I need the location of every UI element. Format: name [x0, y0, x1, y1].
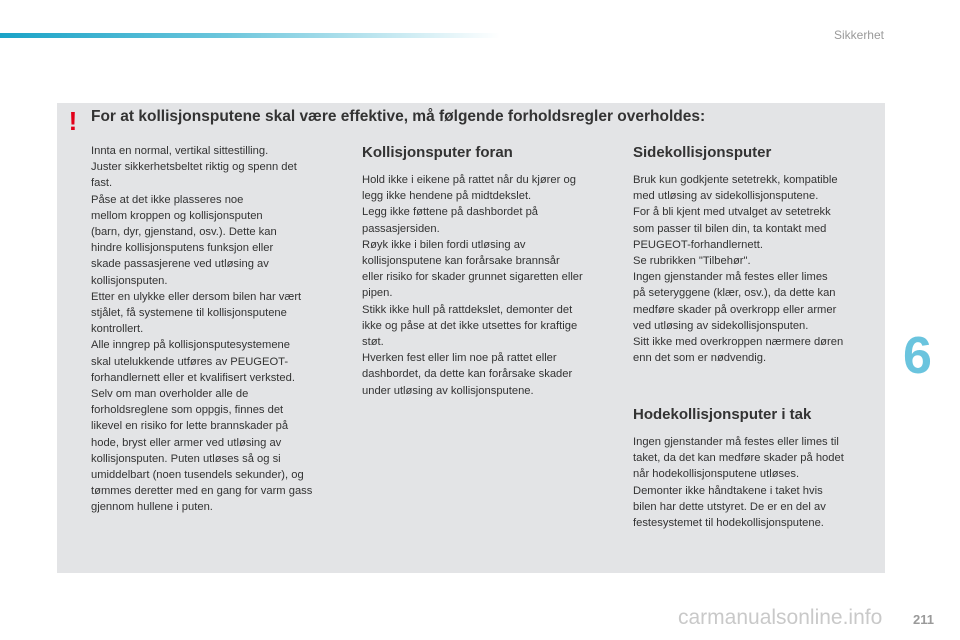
chapter-number: 6 — [903, 327, 932, 385]
text-line: mellom kroppen og kollisjonsputen — [91, 209, 263, 222]
text-line: Selv om man overholder alle de — [91, 388, 249, 401]
text-line: passasjersiden. — [362, 222, 440, 235]
text-line: stjålet, få systemene til kollisjonsputene — [91, 307, 287, 320]
text-line: enn det som er nødvendig. — [633, 352, 767, 365]
text-line: Innta en normal, vertikal sittestilling. — [91, 145, 269, 157]
text-line: under utløsing av kollisjonsputene. — [362, 384, 534, 397]
text-line: umiddelbart (noen tusendels sekunder), og — [91, 469, 304, 482]
curtain-airbags-title: Hodekollisjonsputer i tak — [633, 406, 812, 423]
text-line: kollisjonsputen. — [91, 274, 168, 287]
top-accent-bar — [0, 33, 500, 38]
general-precautions-column — [91, 143, 346, 516]
text-line: gjennom hullene i puten. — [91, 501, 213, 514]
front-airbags-column — [362, 143, 612, 399]
text-line: Sitt ikke med overkroppen nærmere døren — [633, 336, 844, 349]
text-line: (barn, dyr, gjenstand, osv.). Dette kan — [91, 226, 277, 239]
text-line: pipen. — [362, 287, 393, 300]
warning-heading: For at kollisjonsputene skal være effektive, må følgende forholdsregler overholdes: — [91, 108, 706, 125]
text-line: Hold ikke i eikene på rattet når du kjører og — [362, 174, 576, 186]
text-line: Hverken fest eller lim noe på rattet eller — [362, 352, 557, 365]
side-airbags-column — [633, 143, 873, 366]
text-line: forholdsreglene som oppgis, finnes det — [91, 404, 284, 417]
text-line: Etter en ulykke eller dersom bilen har vært — [91, 290, 302, 303]
text-line: Demonter ikke håndtakene i taket hvis — [633, 484, 823, 497]
text-line: bilen har dette utstyret. De er en del av — [633, 500, 826, 513]
text-line: ved utløsing av sidekollisjonsputen. — [633, 319, 809, 332]
text-line: kontrollert. — [91, 323, 144, 336]
text-line: kollisjonsputene kan forårsake brannsår — [362, 255, 560, 268]
watermark: carmanualsonline.info — [678, 606, 883, 629]
exclamation-icon: ! — [68, 106, 78, 136]
text-line: Se rubrikken "Tilbehør". — [633, 255, 751, 268]
text-line: skal utelukkende utføres av PEUGEOT- — [91, 355, 289, 368]
text-line: når hodekollisjonsputene utløses. — [633, 468, 800, 481]
text-line: som passer til bilen din, ta kontakt med — [633, 222, 827, 235]
text-line: festesystemet til hodekollisjonsputene. — [633, 517, 824, 530]
text-line: Legg ikke føttene på dashbordet på — [362, 206, 539, 219]
front-airbags-title: Kollisjonsputer foran — [362, 144, 513, 161]
side-airbags-title: Sidekollisjonsputer — [633, 144, 772, 161]
text-line: forhandlernett eller et kvalifisert verksted. — [91, 371, 295, 384]
text-line: legg ikke hendene på midtdekslet. — [362, 190, 532, 203]
text-line: likevel en risiko for lette brannskader på — [91, 420, 289, 433]
text-line: PEUGEOT-forhandlernett. — [633, 238, 763, 251]
section-title: Sikkerhet — [833, 28, 884, 42]
text-line: Ingen gjenstander må festes eller limes — [633, 271, 828, 284]
text-line: skade passasjerene ved utløsing av — [91, 258, 269, 271]
text-line: fast. — [91, 177, 113, 190]
text-line: Påse at det ikke plasseres noe — [91, 193, 244, 206]
text-line: medføre skader på overkropp eller armer — [633, 303, 837, 316]
text-line: Røyk ikke i bilen fordi utløsing av — [362, 238, 526, 251]
text-line: støt. — [362, 336, 384, 349]
text-line: tømmes deretter med en gang for varm gass — [91, 485, 313, 498]
text-line: ikke og påse at det ikke utsettes for kraftige — [362, 319, 578, 332]
text-line: taket, da det kan medføre skader på hodet — [633, 452, 844, 465]
text-line: eller risiko for skader grunnet sigaretten eller — [362, 271, 583, 284]
text-line: Juster sikkerhetsbeltet riktig og spenn det — [91, 161, 297, 174]
text-line: kollisjonsputen. Puten utløses så og si — [91, 452, 281, 465]
text-line: med utløsing av sidekollisjonsputene. — [633, 190, 819, 203]
text-line: hode, bryst eller armer ved utløsing av — [91, 436, 282, 449]
text-line: hindre kollisjonsputens funksjon eller — [91, 242, 274, 255]
text-line: Bruk kun godkjente setetrekk, kompatible — [633, 174, 838, 186]
text-line: dashbordet, da dette kan forårsake skader — [362, 368, 573, 381]
page-number: 211 — [913, 612, 934, 627]
text-line: Alle inngrep på kollisjonsputesystemene — [91, 339, 291, 352]
text-line: Stikk ikke hull på rattdekslet, demonter det — [362, 303, 573, 316]
text-line: For å bli kjent med utvalget av setetrekk — [633, 206, 831, 219]
text-line: på seteryggene (klær, osv.), da dette kan — [633, 287, 836, 300]
curtain-airbags-column — [633, 405, 873, 531]
text-line: Ingen gjenstander må festes eller limes til — [633, 436, 839, 448]
